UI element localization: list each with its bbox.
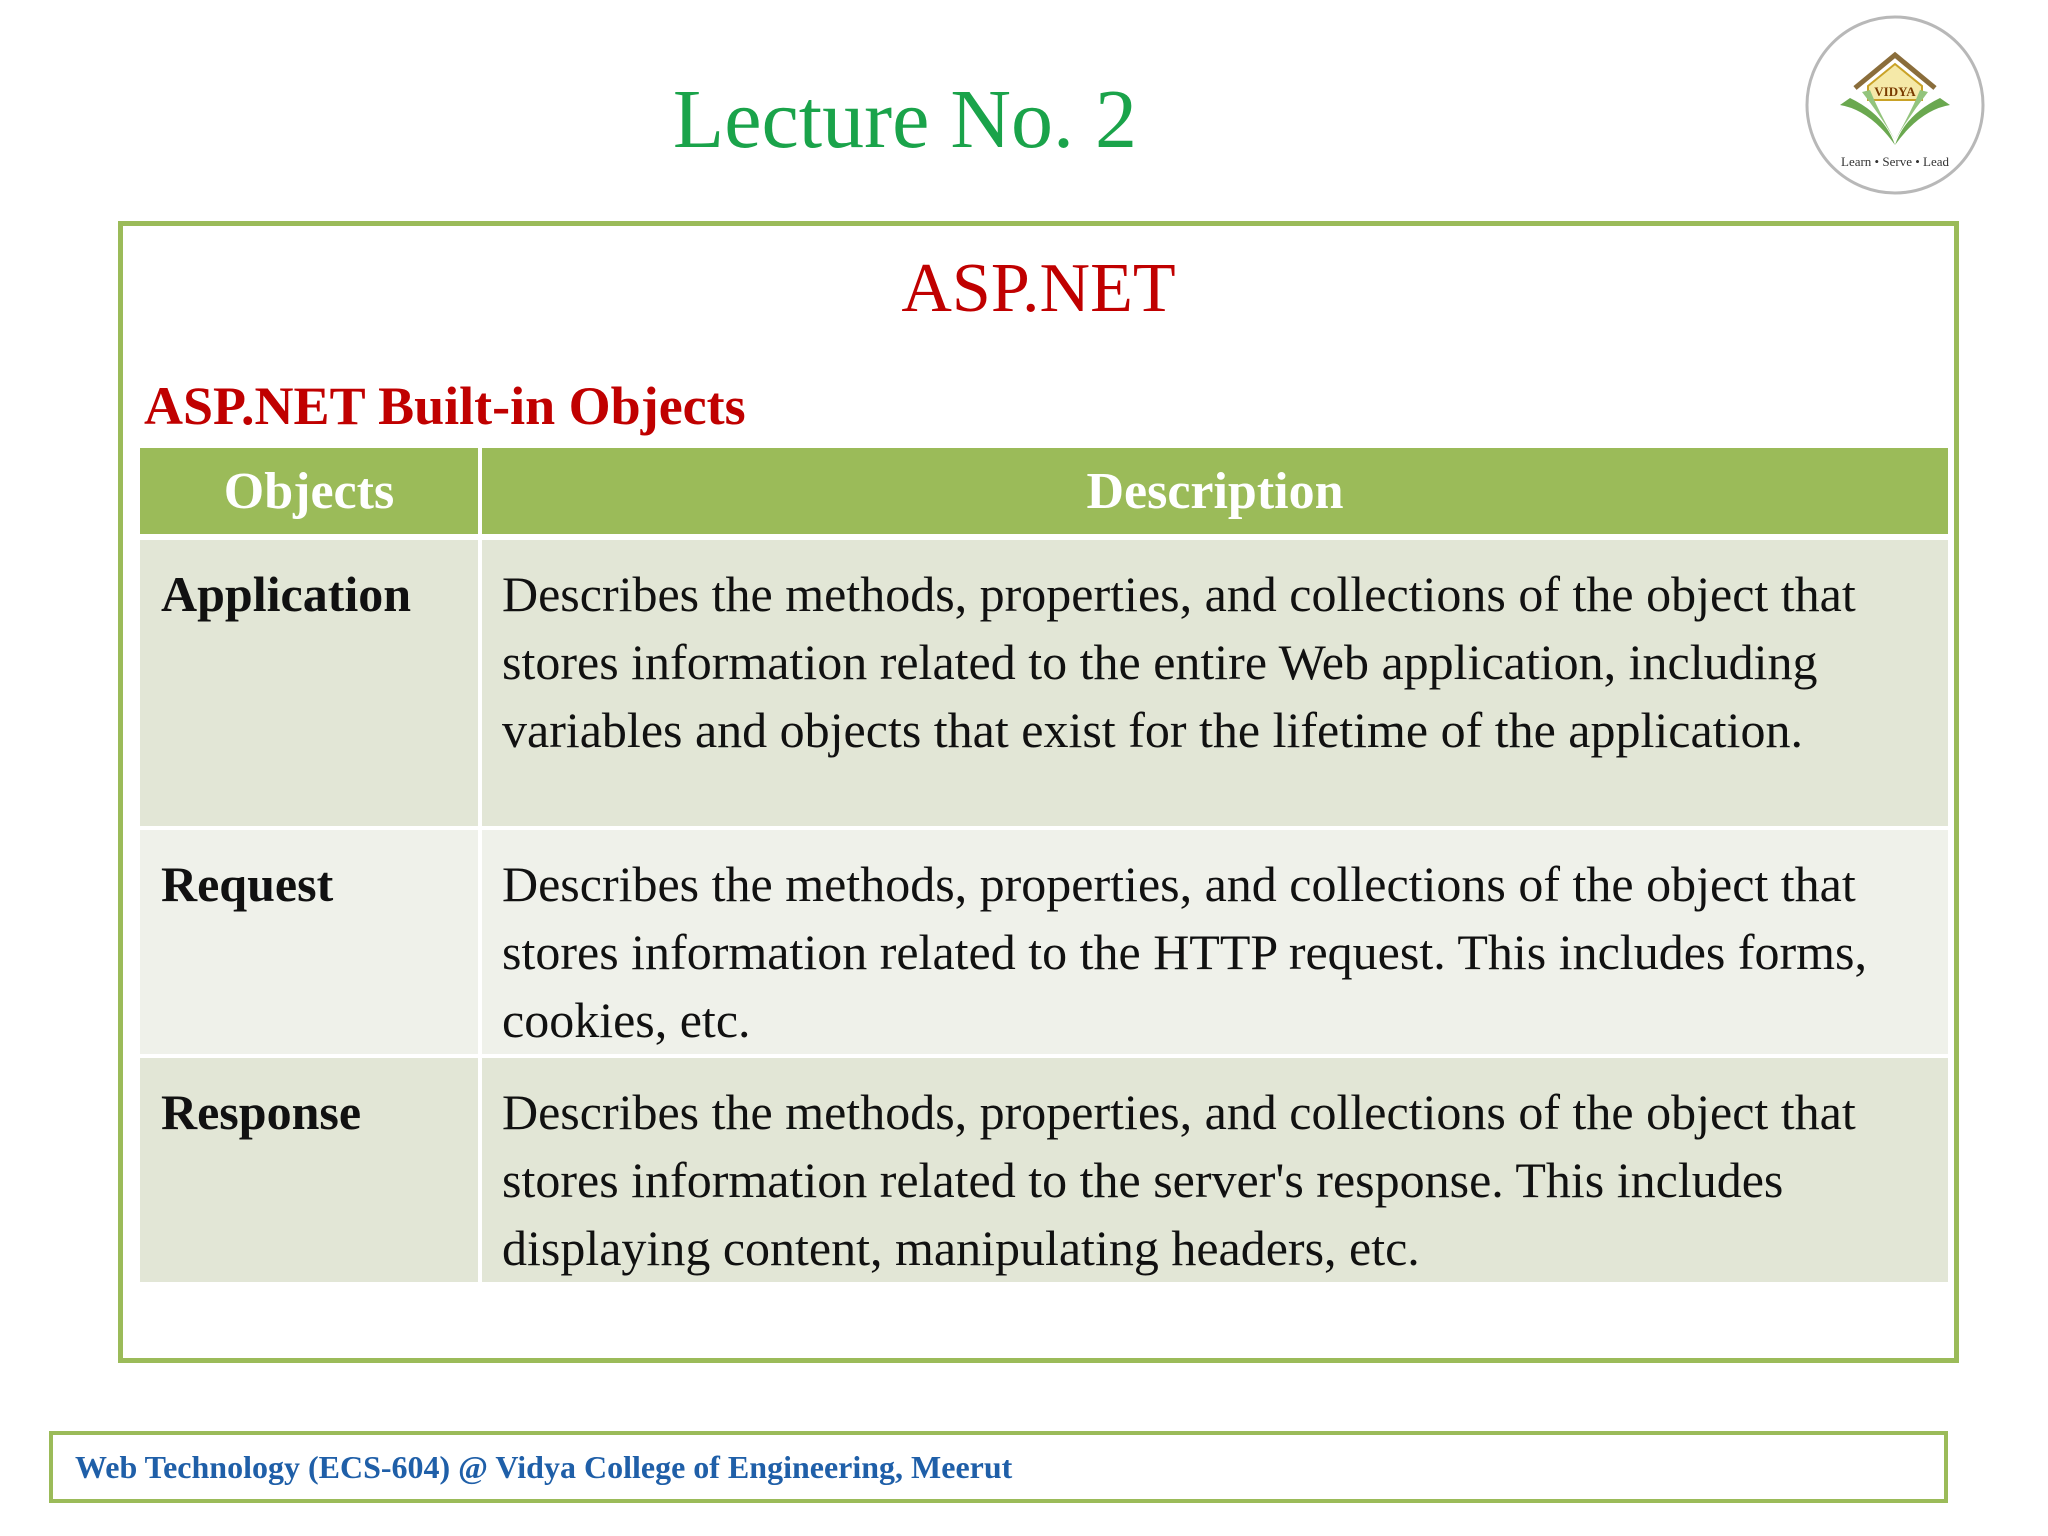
footer-text: Web Technology (ECS-604) @ Vidya College of Engineering, Meerut [75, 1449, 1013, 1485]
object-description-cell: Describes the methods, properties, and collections of the object that stores information related to the entire Web application, including variables and objects that exist for the lifetime of the application. [480, 537, 1948, 828]
object-name-cell: Response [140, 1056, 480, 1284]
vidya-college-logo-icon [1800, 10, 1990, 200]
section-heading: ASP.NET Built-in Objects [144, 376, 746, 436]
slide-title: ASP.NET [901, 250, 1176, 327]
object-name-cell: Application [140, 537, 480, 828]
table-header-row [140, 448, 1948, 537]
table-row [140, 537, 1948, 828]
object-description-cell: Describes the methods, properties, and collections of the object that stores information related to the HTTP request. This includes forms, cookies, etc. [480, 828, 1948, 1056]
column-header-description: Description [480, 448, 1948, 537]
column-header-objects: Objects [140, 448, 480, 537]
logo-brand-text: VIDYA [1874, 84, 1916, 99]
object-description-cell: Describes the methods, properties, and collections of the object that stores information related to the server's response. This includes displaying content, manipulating headers, etc. [480, 1056, 1948, 1284]
object-name-cell: Request [140, 828, 480, 1056]
logo-tagline: Learn • Serve • Lead [1841, 154, 1949, 169]
slide-content-box [118, 221, 1959, 1363]
footer-box [49, 1431, 1948, 1503]
built-in-objects-table [140, 448, 1948, 1286]
table-row [140, 828, 1948, 1056]
table-row [140, 1056, 1948, 1284]
lecture-title: Lecture No. 2 [672, 73, 1138, 166]
